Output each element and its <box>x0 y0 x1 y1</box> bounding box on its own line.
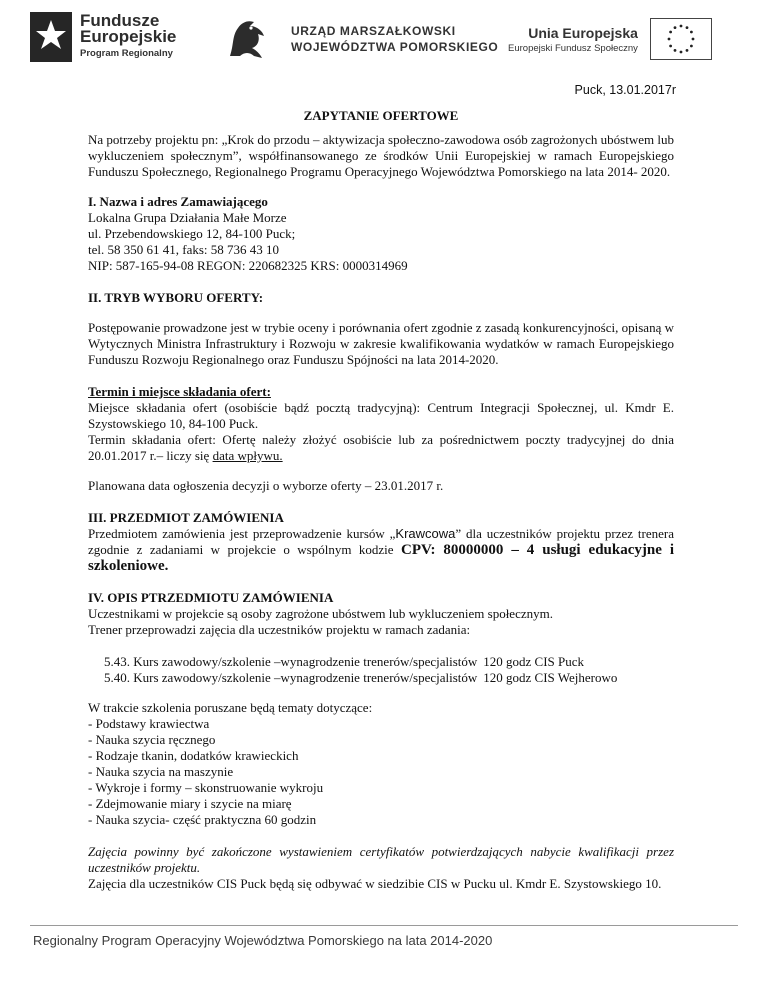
topics-intro: W trakcie szkolenia poruszane będą tematy dotyczące: <box>88 700 373 715</box>
s3-text-b: ” dla uczestników projektu przez trenera zgodnie z zadaniami w projekcie o wspólnym kodzie <box>88 526 674 557</box>
topic-item: - Rodzaje tkanin, dodatków krawieckich <box>88 748 299 763</box>
final-line: Zajęcia dla uczestników CIS Puck będą się odbywać w siedzibie CIS w Pucku ul. Kmdr E. Szystowskiego 10. <box>88 876 662 891</box>
topic-item: - Nauka szycia na maszynie <box>88 764 234 779</box>
s1-line: NIP: 587-165-94-08 REGON: 220682325 KRS: 0000314969 <box>88 258 408 273</box>
course-name: 5.40. Kurs zawodowy/szkolenie –wynagrodzenie trenerów/specjalistów <box>104 670 478 685</box>
section4-heading: IV. OPIS PTRZEDMIOTU ZAMÓWIENIA <box>88 590 334 605</box>
course-name: 5.43. Kurs zawodowy/szkolenie –wynagrodzenie trenerów/specjalistów <box>104 654 478 669</box>
unia-europejska-logo <box>508 18 712 60</box>
termin-heading: Termin i miejsce składania ofert: <box>88 384 271 399</box>
section1-heading: I. Nazwa i adres Zamawiającego <box>88 194 268 209</box>
footer-divider <box>30 925 738 926</box>
document-date: Puck, 13.01.2017r <box>574 83 676 97</box>
ue-line1: Unia Europejska <box>528 24 638 41</box>
fundusze-europejskie-logo <box>30 12 176 62</box>
ue-line2: Europejski Fundusz Społeczny <box>508 42 638 54</box>
urzad-line1: URZĄD MARSZAŁKOWSKI <box>291 24 456 38</box>
griffin-icon <box>224 16 270 62</box>
intro-paragraph: Na potrzeby projektu pn: „Krok do przodu – aktywizacja społeczno-zawodowa osób zagrożonych ubóstwem lub wykluczeniem społecznym”, współfinansowanego ze środków Unii Europejskiej w ramach Europejskiego Funduszu Społecznego, Regionalnego Programu Operacyjnego Województwa Pomorskiego na lata 2014- 2020. <box>88 132 674 179</box>
eu-flag-icon <box>650 18 712 60</box>
section2-text: Postępowanie prowadzone jest w trybie oceny i porównania ofert zgodnie z zasadą konkurencyjności, opisaną w Wytycznych Ministra Infrastruktury i Rozwoju w zakresie kwalifikowania wydatków w ramach Europejskiego Funduszu Rozwoju Regionalnego oraz Funduszu Spójności na lata 2014-2020. <box>88 320 674 367</box>
topic-item: - Nauka szycia- część praktyczna 60 godzin <box>88 812 317 827</box>
course-list <box>104 654 674 686</box>
topic-item: - Nauka szycia ręcznego <box>88 732 216 747</box>
topic-item: - Wykroje i formy – skonstruowanie wykroju <box>88 780 324 795</box>
s3-text-a: Przedmiotem zamówienia jest przeprowadzenie kursów „ <box>88 526 396 541</box>
s1-line: ul. Przebendowskiego 12, 84-100 Puck; <box>88 226 296 241</box>
s3-krawcowa: Krawcowa <box>395 526 456 541</box>
topic-item: - Zdejmowanie miary i szycie na miarę <box>88 796 292 811</box>
termin-deadline-text: Termin składania ofert: Ofertę należy złożyć osobiście lub za pośrednictwem poczty tradycyjnej do dnia 20.01.2017 r.– liczy się <box>88 432 674 463</box>
s4-line2: Trener przeprowadzi zajęcia dla uczestników projektu w ramach zadania: <box>88 622 471 637</box>
urzad-line2: WOJEWÓDZTWA POMORSKIEGO <box>291 40 499 54</box>
document-title: ZAPYTANIE OFERTOWE <box>303 108 459 123</box>
planned-date: Planowana data ogłoszenia decyzji o wyborze oferty – 23.01.2017 r. <box>88 478 444 493</box>
document-body <box>88 82 674 892</box>
fe-line3: Program Regionalny <box>80 47 173 59</box>
termin-deadline <box>88 432 674 464</box>
s1-line: Lokalna Grupa Działania Małe Morze <box>88 210 287 225</box>
s4-line1: Uczestnikami w projekcie są osoby zagrożone ubóstwem lub wykluczeniem społecznym. <box>88 606 553 621</box>
section3-text <box>88 526 674 574</box>
section2-heading: II. TRYB WYBORU OFERTY: <box>88 290 264 305</box>
footer-text: Regionalny Program Operacyjny Województwa Pomorskiego na lata 2014-2020 <box>33 933 493 948</box>
fe-line1: Fundusze <box>80 10 160 30</box>
course-hours: 120 godz CIS Wejherowo <box>483 670 618 685</box>
course-item <box>104 654 674 670</box>
s3-cpv: CPV: 80000000 – 4 usługi edukacyjne i szkoleniowe. <box>88 542 674 574</box>
fe-line2: Europejskie <box>80 26 177 46</box>
logo-header <box>0 0 768 80</box>
course-hours: 120 godz CIS Puck <box>483 654 585 669</box>
course-item <box>104 670 674 686</box>
italic-note: Zajęcia powinny być zakończone wystawieniem certyfikatów potwierdzających nabycie kwalifikacji przez uczestników projektu. <box>88 844 674 875</box>
termin-place: Miejsce składania ofert (osobiście bądź pocztą tradycyjną): Centrum Integracji Społecznej, ul. Kmdr E. Szystowskiego 10, 84-100 Puck. <box>88 400 674 431</box>
s1-line: tel. 58 350 61 41, faks: 58 736 43 10 <box>88 242 280 257</box>
fe-star-icon <box>30 12 72 62</box>
section3-heading: III. PRZEDMIOT ZAMÓWIENIA <box>88 510 284 525</box>
termin-deadline-underlined: data wpływu. <box>212 448 283 463</box>
topic-item: - Podstawy krawiectwa <box>88 716 210 731</box>
urzad-marszalkowski-logo <box>224 16 498 62</box>
